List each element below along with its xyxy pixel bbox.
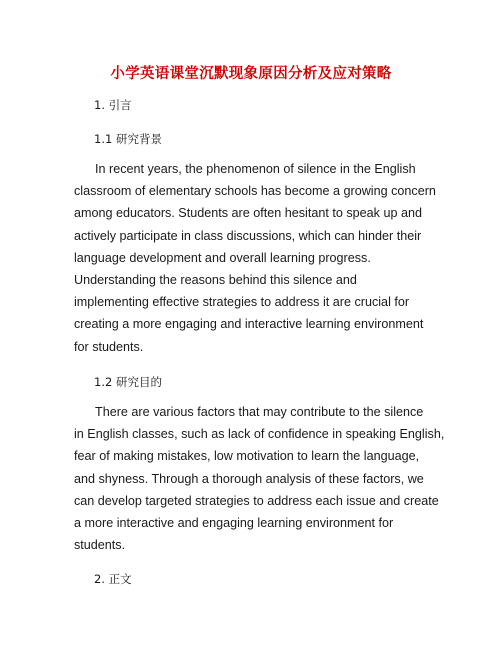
paragraph-research-background [74,158,434,358]
section-heading-research-background: 1.1 研究背景 [94,132,162,146]
paragraph-line: can develop targeted strategies to address each issue and create [74,493,439,508]
section-heading-introduction: 1. 引言 [94,98,132,112]
paragraph-line: implementing effective strategies to address it are crucial for [74,295,410,310]
paragraph-line: Understanding the reasons behind this silence and [74,273,357,288]
paragraph-line: students. [74,538,126,553]
paragraph-line: There are various factors that may contribute to the silence [95,405,424,419]
paragraph-line: language development and overall learning progress. [74,250,371,265]
document-title: 小学英语课堂沉默现象原因分析及应对策略 [110,66,392,82]
paragraph-line: among educators. Students are often hesitant to speak up and [74,206,422,221]
paragraph-line: a more interactive and engaging learning environment for [74,516,394,531]
paragraph-line: in English classes, such as lack of confidence in speaking English, [74,427,445,442]
paragraph-line: fear of making mistakes, low motivation to learn the language, [74,449,420,464]
paragraph-line: for students. [74,339,144,354]
paragraph-line: In recent years, the phenomenon of silence in the English [95,162,416,176]
paragraph-line: classroom of elementary schools has become a growing concern [74,184,436,199]
paragraph-line: actively participate in class discussions, which can hinder their [74,228,422,243]
section-heading-research-purpose: 1.2 研究目的 [94,375,162,389]
section-heading-main-body: 2. 正文 [94,572,132,586]
paragraph-line: and shyness. Through a thorough analysis of these factors, we [74,471,424,486]
paragraph-line: creating a more engaging and interactive learning environment [74,317,424,332]
paragraph-research-purpose [74,401,445,556]
